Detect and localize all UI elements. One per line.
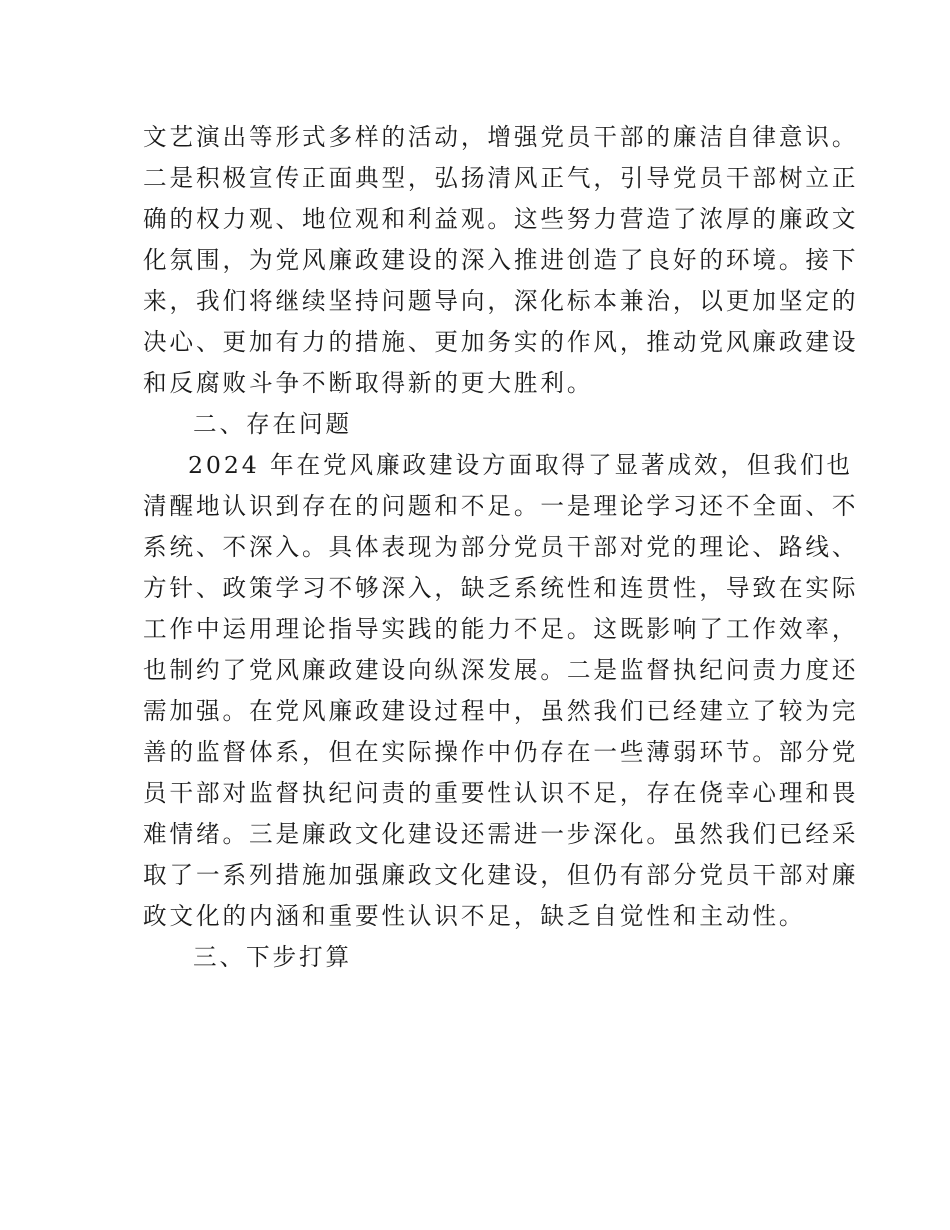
section-heading-next-steps: 三、下步打算 [193, 943, 352, 971]
text-line: 也制约了党风廉政建设向纵深发展。二是监督执纪问责力度还 [143, 656, 859, 684]
paragraph-continuation [143, 117, 859, 404]
document-body [143, 117, 859, 978]
text-line: 工作中运用理论指导实践的能力不足。这既影响了工作效率， [143, 615, 859, 643]
text-line: 系统、不深入。具体表现为部分党员干部对党的理论、路线、 [143, 533, 859, 561]
text-line: 政文化的内涵和重要性认识不足，缺乏自觉性和主动性。 [143, 902, 806, 930]
text-line: 和反腐败斗争不断取得新的更大胜利。 [143, 369, 594, 397]
paragraph-problems [143, 445, 859, 937]
text-line: 文艺演出等形式多样的活动，增强党员干部的廉洁自律意识。 [143, 123, 859, 151]
text-line: 化氛围，为党风廉政建设的深入推进创造了良好的环境。接下 [143, 246, 859, 274]
text-line: 2024 年在党风廉政建设方面取得了显著成效，但我们也 [188, 451, 853, 479]
text-line: 清醒地认识到存在的问题和不足。一是理论学习还不全面、不 [143, 492, 859, 520]
text-line: 取了一系列措施加强廉政文化建设，但仍有部分党员干部对廉 [143, 861, 859, 889]
text-line: 方针、政策学习不够深入，缺乏系统性和连贯性，导致在实际 [143, 574, 859, 602]
text-line: 员干部对监督执纪问责的重要性认识不足，存在侥幸心理和畏 [143, 779, 859, 807]
text-line: 需加强。在党风廉政建设过程中，虽然我们已经建立了较为完 [143, 697, 859, 725]
text-line: 来，我们将继续坚持问题导向，深化标本兼治，以更加坚定的 [143, 287, 859, 315]
text-line: 难情绪。三是廉政文化建设还需进一步深化。虽然我们已经采 [143, 820, 859, 848]
text-line: 二是积极宣传正面典型，弘扬清风正气，引导党员干部树立正 [143, 164, 859, 192]
text-line: 善的监督体系，但在实际操作中仍存在一些薄弱环节。部分党 [143, 738, 859, 766]
section-heading-problems: 二、存在问题 [193, 410, 352, 438]
text-line: 确的权力观、地位观和利益观。这些努力营造了浓厚的廉政文 [143, 205, 859, 233]
text-line: 决心、更加有力的措施、更加务实的作风，推动党风廉政建设 [143, 328, 859, 356]
